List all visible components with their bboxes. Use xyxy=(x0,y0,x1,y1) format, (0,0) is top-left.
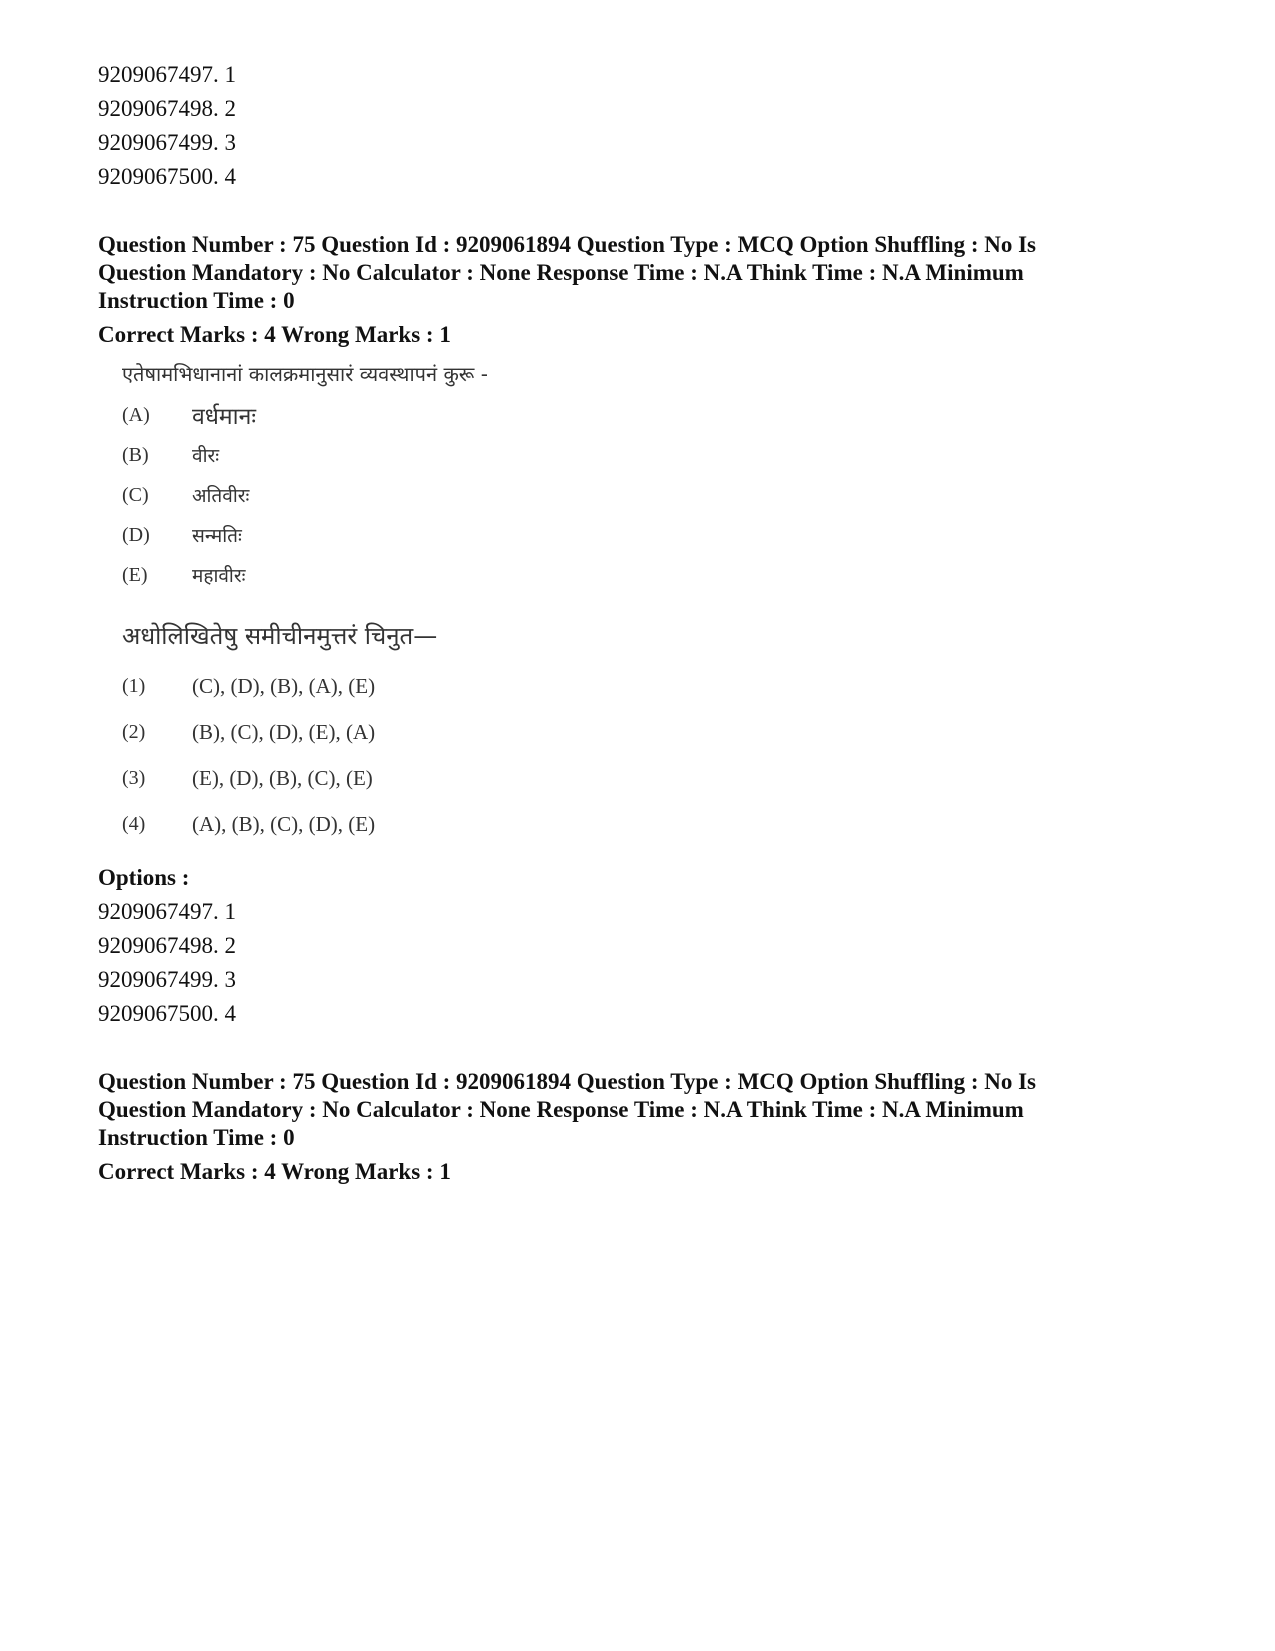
question-meta-line: Instruction Time : 0 xyxy=(98,288,295,313)
item-text: महावीरः xyxy=(192,565,246,587)
choice-label: (2) xyxy=(122,720,146,743)
answer-choice xyxy=(122,663,642,709)
item-label: (C) xyxy=(122,483,149,506)
option-line: 9209067500. 4 xyxy=(98,1001,236,1026)
item-text: वीरः xyxy=(192,445,220,467)
answer-choice xyxy=(122,801,642,847)
question-instruction: अधोलिखितेषु समीचीनमुत्तरं चिनुत— xyxy=(122,622,438,650)
answer-choice xyxy=(122,709,642,755)
next-question-header xyxy=(98,1068,1178,1186)
question-meta-line: Question Mandatory : No Calculator : None Response Time : N.A Think Time : N.A Minimum xyxy=(98,260,1024,285)
question-meta-line: Question Mandatory : No Calculator : None Response Time : N.A Think Time : N.A Minimum xyxy=(98,1097,1024,1122)
answer-choice xyxy=(122,755,642,801)
answer-choices xyxy=(122,663,642,847)
option-line: 9209067497. 1 xyxy=(98,62,236,87)
choice-label: (4) xyxy=(122,812,146,835)
item-label: (A) xyxy=(122,403,150,426)
choice-text: (E), (D), (B), (C), (E) xyxy=(192,765,373,790)
choice-text: (C), (D), (B), (A), (E) xyxy=(192,673,376,698)
question-item xyxy=(122,395,642,435)
question-item xyxy=(122,475,642,515)
choice-text: (A), (B), (C), (D), (E) xyxy=(192,811,376,836)
question-meta-line: Question Number : 75 Question Id : 9209061894 Question Type : MCQ Option Shuffling : No Is xyxy=(98,232,1037,257)
question-header xyxy=(98,231,1178,349)
item-text: अतिवीरः xyxy=(192,485,250,507)
question-marks: Correct Marks : 4 Wrong Marks : 1 xyxy=(98,1159,451,1184)
question-prompt: एतेषामभिधानानां कालक्रमानुसारं व्यवस्थापनं कुरू - xyxy=(122,362,488,386)
choice-label: (3) xyxy=(122,766,146,789)
option-line: 9209067497. 1 xyxy=(98,899,236,924)
option-line: 9209067498. 2 xyxy=(98,96,236,121)
item-label: (B) xyxy=(122,443,149,466)
question-items xyxy=(122,395,642,595)
item-label: (D) xyxy=(122,523,150,546)
option-line: 9209067500. 4 xyxy=(98,164,236,189)
choice-text: (B), (C), (D), (E), (A) xyxy=(192,719,376,744)
choice-label: (1) xyxy=(122,674,146,697)
question-body xyxy=(122,359,642,847)
option-line: 9209067499. 3 xyxy=(98,130,236,155)
options-heading: Options : xyxy=(98,865,190,890)
item-text: वर्धमानः xyxy=(192,404,257,430)
question-item xyxy=(122,555,642,595)
question-meta-line: Instruction Time : 0 xyxy=(98,1125,295,1150)
item-label: (E) xyxy=(122,563,148,586)
question-item xyxy=(122,515,642,555)
document-page xyxy=(98,58,1178,1186)
options-list xyxy=(98,895,1178,1031)
option-line: 9209067499. 3 xyxy=(98,967,236,992)
question-item xyxy=(122,435,642,475)
option-line: 9209067498. 2 xyxy=(98,933,236,958)
top-options-list xyxy=(98,58,1178,194)
question-meta-line: Question Number : 75 Question Id : 9209061894 Question Type : MCQ Option Shuffling : No Is xyxy=(98,1069,1037,1094)
question-marks: Correct Marks : 4 Wrong Marks : 1 xyxy=(98,322,451,347)
item-text: सन्मतिः xyxy=(192,525,242,547)
